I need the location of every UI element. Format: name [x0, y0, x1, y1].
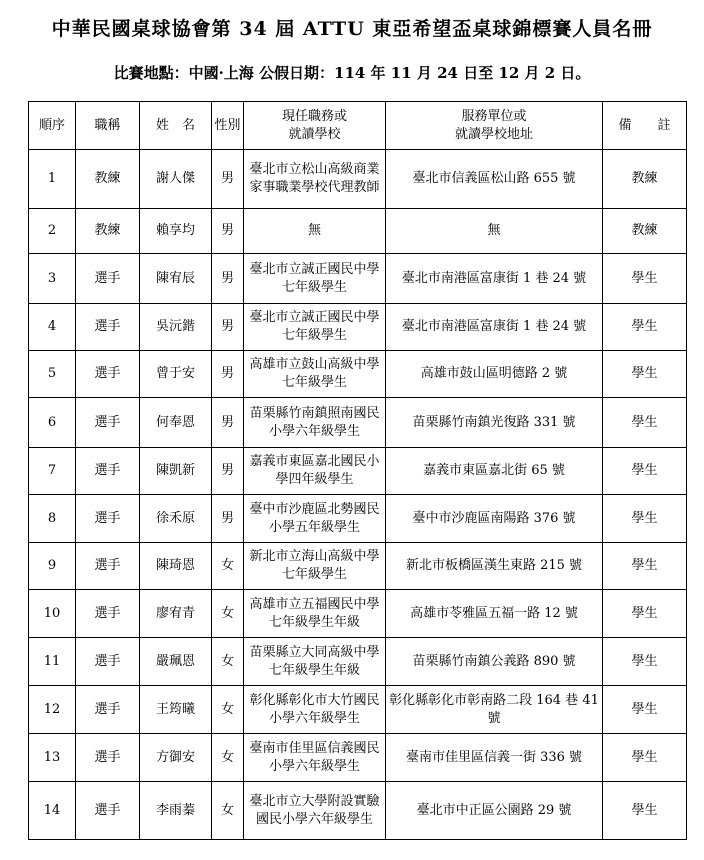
roster-body: [29, 150, 687, 840]
cell-note: 學生: [603, 782, 687, 840]
cell-address: 無: [386, 209, 603, 254]
cell-note: 教練: [603, 209, 687, 254]
table-row: [29, 254, 687, 304]
cell-school: 嘉義市東區嘉北國民小學四年級學生: [244, 448, 386, 495]
cell-school: 臺北市立松山高級商業家事職業學校代理教師: [244, 150, 386, 209]
cell-school: 新北市立海山高級中學七年級學生: [244, 543, 386, 590]
col-header-note: 備 註: [603, 102, 687, 150]
cell-title: 選手: [76, 590, 140, 638]
table-row: [29, 495, 687, 543]
cell-gender: 女: [212, 590, 244, 638]
cell-title: 教練: [76, 209, 140, 254]
cell-gender: 男: [212, 495, 244, 543]
cell-name: 徐禾原: [140, 495, 212, 543]
cell-school: 苗栗縣竹南鎮照南國民小學六年級學生: [244, 398, 386, 448]
document-subtitle: 比賽地點：中國·上海 公假日期：114 年 11 月 24 日至 12 月 2 日。: [113, 64, 591, 82]
col-header-name: 姓 名: [140, 102, 212, 150]
cell-name: 李雨蓁: [140, 782, 212, 840]
cell-school: 彰化縣彰化市大竹國民小學六年級學生: [244, 686, 386, 734]
cell-order: 13: [29, 734, 76, 782]
cell-title: 選手: [76, 448, 140, 495]
cell-school: 高雄市立鼓山高級中學七年級學生: [244, 351, 386, 398]
cell-order: 8: [29, 495, 76, 543]
cell-address: 新北市板橋區漢生東路 215 號: [386, 543, 603, 590]
cell-name: 曾于安: [140, 351, 212, 398]
cell-title: 選手: [76, 495, 140, 543]
cell-note: 學生: [603, 495, 687, 543]
cell-address: 臺南市佳里區信義一街 336 號: [386, 734, 603, 782]
cell-gender: 男: [212, 448, 244, 495]
cell-school: 高雄市立五福國民中學七年級學生年級: [244, 590, 386, 638]
cell-note: 學生: [603, 543, 687, 590]
cell-address: 高雄市苓雅區五福一路 12 號: [386, 590, 603, 638]
table-row: [29, 734, 687, 782]
cell-note: 學生: [603, 638, 687, 686]
cell-note: 學生: [603, 590, 687, 638]
document-title: 中華民國桌球協會第 34 屆 ATTU 東亞希望盃桌球錦標賽人員名冊: [51, 18, 653, 40]
table-row: [29, 209, 687, 254]
cell-name: 方御安: [140, 734, 212, 782]
cell-note: 教練: [603, 150, 687, 209]
cell-gender: 男: [212, 351, 244, 398]
cell-order: 5: [29, 351, 76, 398]
cell-school: 苗栗縣立大同高級中學七年級學生年級: [244, 638, 386, 686]
col-header-order: 順序: [29, 102, 76, 150]
table-row: [29, 398, 687, 448]
cell-order: 6: [29, 398, 76, 448]
cell-gender: 女: [212, 638, 244, 686]
roster-table: [28, 101, 687, 840]
cell-gender: 女: [212, 686, 244, 734]
cell-title: 教練: [76, 150, 140, 209]
cell-name: 王筠曦: [140, 686, 212, 734]
cell-title: 選手: [76, 782, 140, 840]
cell-order: 12: [29, 686, 76, 734]
cell-note: 學生: [603, 686, 687, 734]
table-row: [29, 448, 687, 495]
cell-order: 2: [29, 209, 76, 254]
table-row: [29, 590, 687, 638]
cell-order: 10: [29, 590, 76, 638]
cell-address: 苗栗縣竹南鎮光復路 331 號: [386, 398, 603, 448]
col-header-title: 職稱: [76, 102, 140, 150]
cell-address: 苗栗縣竹南鎮公義路 890 號: [386, 638, 603, 686]
cell-title: 選手: [76, 686, 140, 734]
cell-address: 嘉義市東區嘉北街 65 號: [386, 448, 603, 495]
cell-address: 臺北市南港區富康街 1 巷 24 號: [386, 254, 603, 304]
cell-name: 謝人傑: [140, 150, 212, 209]
cell-order: 11: [29, 638, 76, 686]
cell-gender: 男: [212, 398, 244, 448]
cell-school: 臺北市立誠正國民中學七年級學生: [244, 254, 386, 304]
cell-order: 7: [29, 448, 76, 495]
cell-address: 臺北市中正區公園路 29 號: [386, 782, 603, 840]
cell-address: 臺北市南港區富康街 1 巷 24 號: [386, 304, 603, 351]
cell-name: 賴享均: [140, 209, 212, 254]
cell-title: 選手: [76, 351, 140, 398]
cell-address: 彰化縣彰化市彰南路二段 164 巷 41 號: [386, 686, 603, 734]
table-row: [29, 351, 687, 398]
table-row: [29, 304, 687, 351]
col-header-school: 現任職務或 就讀學校: [244, 102, 386, 150]
cell-address: 臺中市沙鹿區南陽路 376 號: [386, 495, 603, 543]
table-row: [29, 782, 687, 840]
cell-note: 學生: [603, 734, 687, 782]
cell-school: 無: [244, 209, 386, 254]
table-row: [29, 686, 687, 734]
cell-note: 學生: [603, 448, 687, 495]
cell-note: 學生: [603, 351, 687, 398]
cell-order: 14: [29, 782, 76, 840]
table-row: [29, 543, 687, 590]
cell-gender: 男: [212, 304, 244, 351]
cell-title: 選手: [76, 304, 140, 351]
cell-title: 選手: [76, 734, 140, 782]
table-row: [29, 150, 687, 209]
cell-gender: 男: [212, 150, 244, 209]
cell-school: 臺北市立大學附設實驗國民小學六年級學生: [244, 782, 386, 840]
cell-note: 學生: [603, 398, 687, 448]
table-header-row: [29, 102, 687, 150]
cell-name: 廖宥青: [140, 590, 212, 638]
cell-note: 學生: [603, 254, 687, 304]
cell-gender: 女: [212, 734, 244, 782]
cell-address: 臺北市信義區松山路 655 號: [386, 150, 603, 209]
cell-name: 嚴珮恩: [140, 638, 212, 686]
cell-note: 學生: [603, 304, 687, 351]
col-header-address: 服務單位或 就讀學校地址: [386, 102, 603, 150]
cell-order: 4: [29, 304, 76, 351]
cell-name: 陳琦恩: [140, 543, 212, 590]
cell-gender: 女: [212, 782, 244, 840]
cell-name: 陳宥辰: [140, 254, 212, 304]
cell-title: 選手: [76, 398, 140, 448]
cell-name: 吳沅鍇: [140, 304, 212, 351]
col-header-gender: 性別: [212, 102, 244, 150]
cell-title: 選手: [76, 543, 140, 590]
cell-gender: 男: [212, 254, 244, 304]
cell-gender: 男: [212, 209, 244, 254]
cell-order: 3: [29, 254, 76, 304]
table-row: [29, 638, 687, 686]
cell-school: 臺中市沙鹿區北勢國民小學五年級學生: [244, 495, 386, 543]
cell-title: 選手: [76, 638, 140, 686]
cell-name: 陳凱新: [140, 448, 212, 495]
cell-order: 1: [29, 150, 76, 209]
cell-title: 選手: [76, 254, 140, 304]
cell-address: 高雄市鼓山區明德路 2 號: [386, 351, 603, 398]
cell-name: 何奉恩: [140, 398, 212, 448]
cell-order: 9: [29, 543, 76, 590]
cell-school: 臺南市佳里區信義國民小學六年級學生: [244, 734, 386, 782]
cell-gender: 女: [212, 543, 244, 590]
cell-school: 臺北市立誠正國民中學七年級學生: [244, 304, 386, 351]
